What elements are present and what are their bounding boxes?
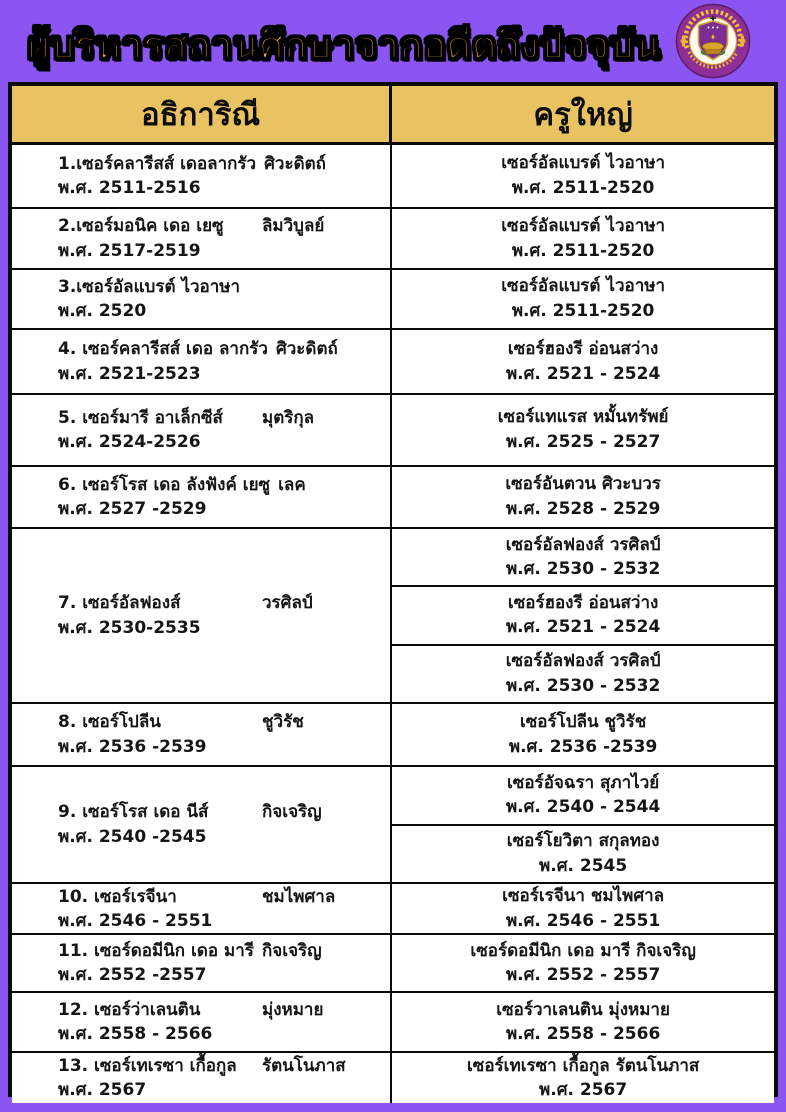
principal-years: พ.ศ. 2525 - 2527 <box>505 432 661 452</box>
director-years: พ.ศ. 2558 - 2566 <box>58 1024 213 1045</box>
table-row <box>12 991 774 1051</box>
director-years: พ.ศ. 2527 -2529 <box>58 499 207 519</box>
principal-cell <box>392 467 774 527</box>
table-row <box>12 393 774 465</box>
principal-entry <box>392 270 774 328</box>
principal-name: เซอร์ดอมีนิก เดอ มารี กิจเจริญ <box>470 940 696 961</box>
director-cell <box>12 145 392 207</box>
principal-name: เซอร์อัลฟองส์ วรศิลป์ <box>505 651 661 672</box>
director-years: พ.ศ. 2524-2526 <box>58 432 201 452</box>
table-row <box>12 933 774 991</box>
director-years: พ.ศ. 2540 -2545 <box>58 826 207 847</box>
director-name: 12. เซอร์ว่าเลนติน <box>58 1000 201 1021</box>
principal-cell <box>392 884 774 933</box>
director-name-line <box>58 939 390 963</box>
director-surname: กิจเจริญ <box>262 802 322 823</box>
director-name-line <box>58 710 390 734</box>
principal-years: พ.ศ. 2530 - 2532 <box>505 559 661 580</box>
principal-cell <box>392 330 774 393</box>
principal-entry <box>392 704 774 765</box>
director-cell <box>12 704 392 765</box>
administrators-table <box>8 82 778 1101</box>
principal-entry <box>392 330 774 393</box>
table-row <box>12 207 774 268</box>
director-years: พ.ศ. 2567 <box>58 1080 147 1101</box>
principal-cell <box>392 270 774 328</box>
principal-cell <box>392 145 774 207</box>
director-cell <box>12 935 392 991</box>
director-cell <box>12 529 392 702</box>
director-cell <box>12 330 392 393</box>
director-cell <box>12 209 392 268</box>
director-surname: รัตนโนภาส <box>262 1056 346 1077</box>
director-years: พ.ศ. 2520 <box>58 301 147 321</box>
principal-entry <box>392 824 774 883</box>
principal-entry <box>392 993 774 1051</box>
table-row <box>12 527 774 702</box>
principal-name: เซอร์เรจีนา ชมไพศาล <box>502 886 665 906</box>
director-name: 6. เซอร์โรส เดอ ลังฟังค์ เยซู <box>58 474 271 495</box>
shield-initials <box>708 27 719 29</box>
principal-years: พ.ศ. 2511-2520 <box>511 178 655 198</box>
director-surname: มุ่งหมาย <box>262 1000 324 1021</box>
table-row <box>12 268 774 328</box>
page-title: ผู้บริหารสถานศึกษาจากอดีตถึงปัจจุบัน <box>27 22 661 67</box>
principal-name: เซอร์โยวิตา สกุลทอง <box>506 831 660 852</box>
principal-entry <box>392 585 774 643</box>
director-name-line <box>58 885 390 909</box>
director-name: 3.เซอร์อัลแบรต์ ไวอาษา <box>58 276 241 297</box>
director-cell <box>12 993 392 1051</box>
director-name: 7. เซอร์อัลฟองส์ <box>58 593 181 614</box>
director-surname: เลค <box>278 474 306 495</box>
table-row <box>12 882 774 933</box>
principal-entry <box>392 884 774 933</box>
principal-entry <box>392 529 774 585</box>
table-header-row <box>12 86 774 145</box>
principal-years: พ.ศ. 2528 - 2529 <box>505 499 661 519</box>
director-years: พ.ศ. 2546 - 2551 <box>58 910 213 931</box>
director-cell <box>12 467 392 527</box>
table-row <box>12 765 774 882</box>
director-name: 10. เซอร์เรจีนา <box>58 886 177 907</box>
director-cell <box>12 767 392 882</box>
table-row <box>12 702 774 765</box>
principal-years: พ.ศ. 2511-2520 <box>511 240 655 261</box>
principal-name: เซอร์อันตวน ศิวะบวร <box>505 474 661 495</box>
director-years: พ.ศ. 2530-2535 <box>58 617 201 638</box>
school-emblem-logo <box>675 3 751 79</box>
principal-name: เซอร์แทแรส หมั้นทรัพย์ <box>497 407 669 428</box>
director-name-line <box>58 152 390 176</box>
principal-name: เซอร์อัลแบรต์ ไวอาษา <box>501 153 665 174</box>
table-row <box>12 145 774 207</box>
director-surname: ชูวิรัช <box>262 712 304 733</box>
director-years: พ.ศ. 2521-2523 <box>58 363 201 384</box>
director-name-line <box>58 800 390 824</box>
principal-cell <box>392 209 774 268</box>
director-name: 11. เซอร์ดอมีนิก เดอ มารี <box>58 941 254 962</box>
principal-name: เซอร์เทเรซา เกื้อกูล รัตนโนภาส <box>466 1055 700 1076</box>
director-years: พ.ศ. 2517-2519 <box>58 240 201 261</box>
director-cell <box>12 270 392 328</box>
principal-entry <box>392 145 774 207</box>
director-name-line <box>58 337 390 361</box>
director-years: พ.ศ. 2511-2516 <box>58 178 201 198</box>
director-surname: ชมไพศาล <box>262 886 336 907</box>
column-header-principal: ครูใหญ่ <box>533 97 633 133</box>
director-years: พ.ศ. 2536 -2539 <box>58 736 207 757</box>
director-cell <box>12 1053 392 1103</box>
director-cell <box>12 884 392 933</box>
principal-name: เซอร์ฮองรี อ่อนสว่าง <box>507 592 659 613</box>
column-header-director: อธิการิณี <box>12 86 392 142</box>
principal-entry <box>392 1053 774 1103</box>
principal-entry <box>392 467 774 527</box>
table-body <box>12 145 774 1103</box>
director-surname: วรศิลป์ <box>262 593 313 614</box>
table-row <box>12 328 774 393</box>
table-row <box>12 1051 774 1103</box>
director-cell <box>12 395 392 465</box>
principal-name: เซอร์วาเลนติน มุ่งหมาย <box>496 999 670 1020</box>
principal-years: พ.ศ. 2545 <box>539 855 628 876</box>
principal-years: พ.ศ. 2530 - 2532 <box>505 675 661 696</box>
principal-cell <box>392 395 774 465</box>
director-name-line <box>58 998 390 1022</box>
principal-cell <box>392 704 774 765</box>
principal-years: พ.ศ. 2546 - 2551 <box>505 910 661 931</box>
principal-cell <box>392 1053 774 1103</box>
director-name-line <box>58 275 390 299</box>
principal-entry <box>392 209 774 268</box>
principal-entry <box>392 644 774 702</box>
director-name: 4. เซอร์คลารีสส์ เดอ ลากรัว <box>58 339 268 360</box>
director-name: 13. เซอร์เทเรซา เกื้อกูล <box>58 1056 237 1077</box>
director-surname: ศิวะดิตถ์ <box>275 339 338 360</box>
principal-years: พ.ศ. 2558 - 2566 <box>505 1024 661 1045</box>
director-years: พ.ศ. 2552 -2557 <box>58 965 207 986</box>
principal-name: เซอร์อัลแบรต์ ไวอาษา <box>501 215 665 236</box>
principal-cell <box>392 767 774 882</box>
principal-entry <box>392 767 774 824</box>
principal-years: พ.ศ. 2536 -2539 <box>508 736 658 757</box>
principal-name: เซอร์ฮองรี อ่อนสว่าง <box>507 338 659 359</box>
principal-name: เซอร์อัลฟองส์ วรศิลป์ <box>505 534 661 555</box>
table-row <box>12 465 774 527</box>
principal-entry <box>392 935 774 991</box>
director-name: 2.เซอร์มอนิค เดอ เยซู <box>58 216 224 237</box>
principal-years: พ.ศ. 2540 - 2544 <box>505 797 661 818</box>
principal-name: เซอร์อัลแบรต์ ไวอาษา <box>501 276 665 297</box>
principal-cell <box>392 993 774 1051</box>
director-name-line <box>58 1054 390 1078</box>
director-name-line <box>58 473 390 497</box>
director-name-line <box>58 591 390 615</box>
director-surname: ลิมวิบูลย์ <box>262 216 325 237</box>
director-name-line <box>58 214 390 238</box>
principal-cell <box>392 529 774 702</box>
principal-years: พ.ศ. 2552 - 2557 <box>505 965 661 986</box>
principal-years: พ.ศ. 2521 - 2524 <box>505 363 661 384</box>
director-name: 5. เซอร์มารี อาเล็กซีส์ <box>58 407 223 428</box>
director-name: 9. เซอร์โรส เดอ นีส์ <box>58 802 209 823</box>
director-surname: กิจเจริญ <box>262 941 322 962</box>
director-name-line <box>58 406 390 430</box>
principal-years: พ.ศ. 2521 - 2524 <box>505 617 661 638</box>
principal-entry <box>392 395 774 465</box>
director-name: 1.เซอร์คลารีสส์ เดอลากรัว <box>58 153 257 174</box>
director-surname: ศิวะดิตถ์ <box>264 153 326 174</box>
principal-years: พ.ศ. 2567 <box>539 1080 628 1101</box>
principal-cell <box>392 935 774 991</box>
director-surname: มุตริกุล <box>262 407 315 428</box>
principal-years: พ.ศ. 2511-2520 <box>511 301 655 321</box>
principal-name: เซอร์อัจฉรา สุภาไวย์ <box>507 772 660 793</box>
principal-name: เซอร์โปลีน ชูวิรัช <box>519 711 647 732</box>
director-name: 8. เซอร์โปลีน <box>58 712 161 733</box>
